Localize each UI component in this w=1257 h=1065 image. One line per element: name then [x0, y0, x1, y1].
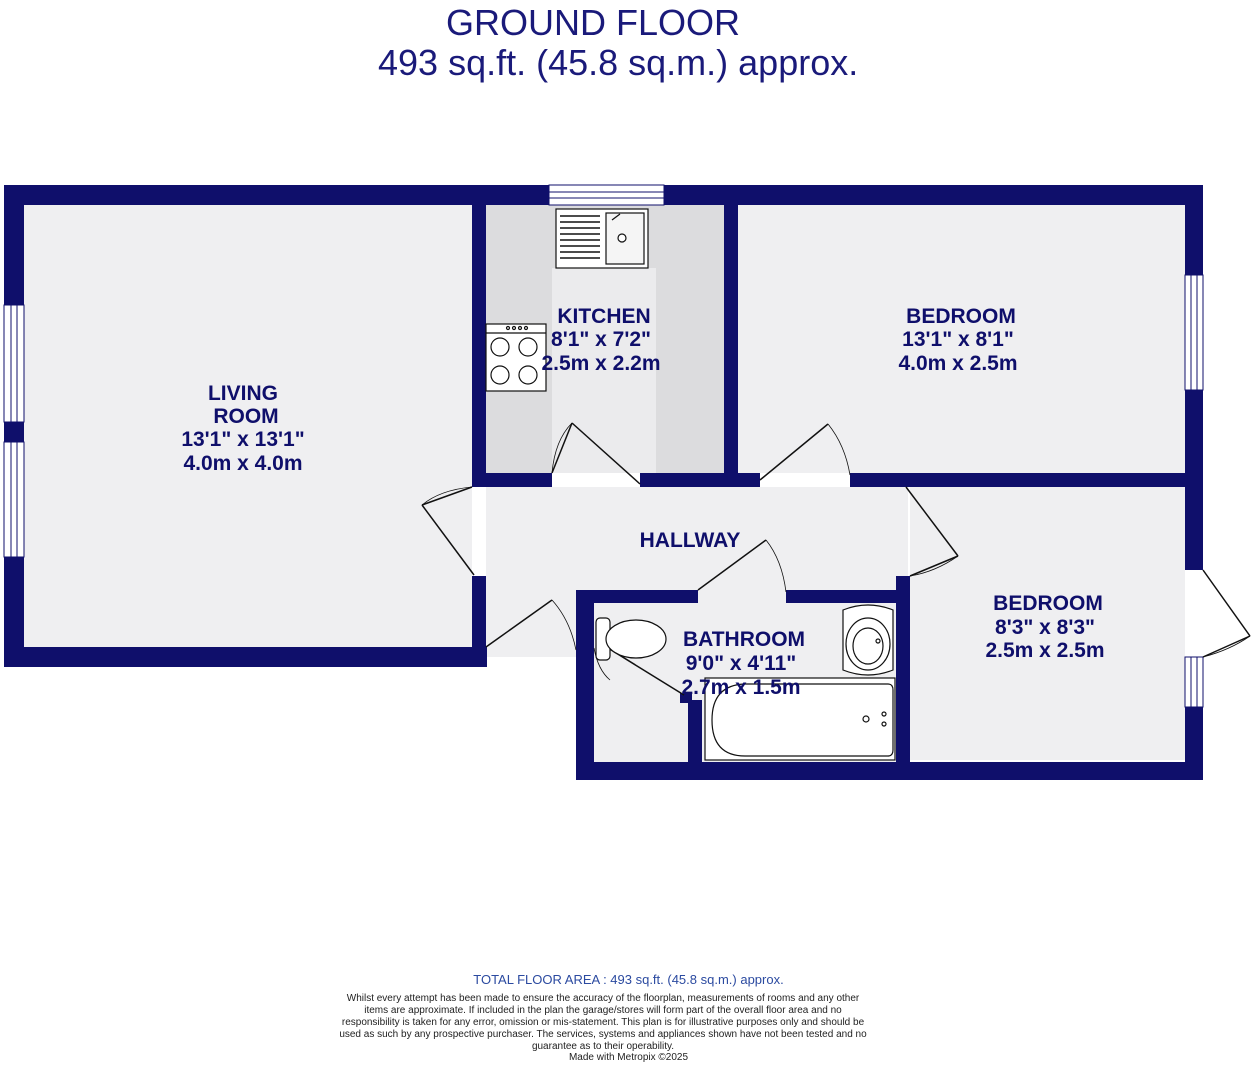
- bedroom-1-metric: 4.0m x 2.5m: [898, 352, 1018, 375]
- wall: [576, 590, 698, 603]
- wall: [688, 700, 702, 762]
- hallway-name: HALLWAY: [639, 529, 741, 552]
- living-room-name-2: ROOM: [213, 405, 279, 428]
- living-room-metric: 4.0m x 4.0m: [183, 452, 303, 475]
- living-room-name-1: LIVING: [207, 382, 279, 405]
- wall: [576, 762, 1203, 780]
- wall: [896, 576, 910, 780]
- bedroom-1-imperial: 13'1" x 8'1": [902, 328, 1014, 351]
- credit: Made with Metropix ©2025: [568, 1052, 689, 1063]
- toilet-icon: [596, 618, 666, 660]
- wall: [4, 185, 549, 205]
- wall: [664, 185, 1203, 205]
- total-floor-area: TOTAL FLOOR AREA : 493 sq.ft. (45.8 sq.m.) approx.: [473, 972, 784, 987]
- bathroom-name: BATHROOM: [682, 628, 806, 651]
- hob-icon: [486, 324, 546, 391]
- disclaimer: Whilst every attempt has been made to ensure the accuracy of the floorplan, measurements of rooms and any other items are approximate. If included in the plan the garage/stores will form part of the overall floor area and no responsibility is taken for any error, omission or mis-statement. This plan is for illustrative purposes only and should be used as such by any prospective purchaser. The services, systems and appliances shown have not been tested and no guarantee as to their operability.: [339, 993, 867, 1052]
- bathroom-metric: 2.7m x 1.5m: [681, 676, 801, 699]
- wall: [4, 647, 487, 667]
- wall: [472, 473, 552, 487]
- wall: [1185, 390, 1203, 570]
- door: [1203, 570, 1250, 636]
- window: [4, 442, 24, 557]
- bedroom-2-name: BEDROOM: [993, 592, 1103, 615]
- bedroom-2-metric: 2.5m x 2.5m: [985, 639, 1105, 662]
- window: [1185, 275, 1203, 390]
- wall: [4, 422, 24, 442]
- wall: [576, 590, 594, 780]
- wall: [640, 473, 760, 487]
- window: [4, 305, 24, 422]
- wall: [472, 576, 486, 667]
- floor-area: 493 sq.ft. (45.8 sq.m.) approx.: [378, 42, 859, 83]
- bedroom-1-name: BEDROOM: [906, 305, 1016, 328]
- bedroom-2-imperial: 8'3" x 8'3": [995, 616, 1095, 639]
- kitchen-imperial: 8'1" x 7'2": [551, 328, 651, 351]
- kitchen-metric: 2.5m x 2.2m: [541, 352, 661, 375]
- floor-title: GROUND FLOOR: [446, 2, 741, 43]
- wall: [1185, 185, 1203, 275]
- wall: [786, 590, 910, 603]
- kitchen-sink: [556, 209, 648, 268]
- window: [549, 185, 664, 205]
- wall: [4, 185, 24, 305]
- living-room-imperial: 13'1" x 13'1": [181, 428, 305, 451]
- kitchen-name: KITCHEN: [557, 305, 651, 328]
- wall: [472, 185, 486, 487]
- wall: [724, 185, 738, 487]
- wall: [850, 473, 1203, 487]
- bathroom-imperial: 9'0" x 4'11": [685, 652, 797, 675]
- basin-icon: [843, 605, 893, 675]
- window: [1185, 657, 1203, 707]
